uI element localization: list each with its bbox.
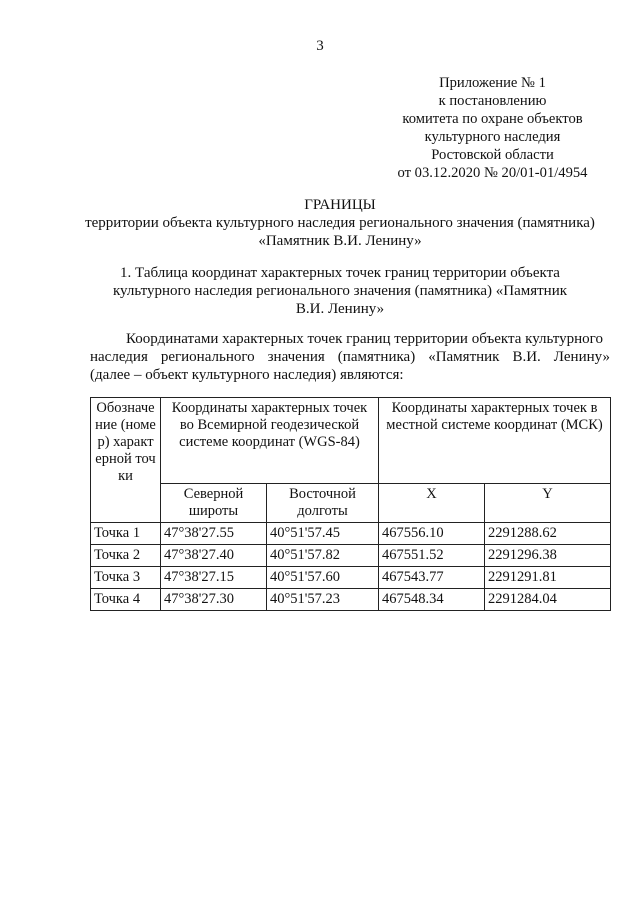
appendix-line: культурного наследия: [424, 129, 561, 145]
header-north-latitude: Северной широты: [161, 484, 267, 523]
cell-north: 47°38'27.40: [161, 545, 267, 567]
table-row: [91, 567, 611, 589]
cell-point: Точка 2: [91, 545, 161, 567]
header-east-longitude: Восточной долготы: [267, 484, 379, 523]
cell-north: 47°38'27.15: [161, 567, 267, 589]
cell-point: Точка 1: [91, 523, 161, 545]
table-row: [91, 589, 611, 611]
cell-y: 2291288.62: [485, 523, 611, 545]
paragraph-line: (далее – объект культурного наследия) являются:: [90, 367, 404, 383]
cell-y: 2291296.38: [485, 545, 611, 567]
cell-north: 47°38'27.55: [161, 523, 267, 545]
section-line: культурного наследия регионального значения (памятника) «Памятник: [112, 283, 568, 299]
table-row: [91, 523, 611, 545]
appendix-line: Приложение № 1: [439, 75, 546, 91]
header-x: X: [379, 484, 485, 523]
appendix-line: Ростовской области: [431, 147, 554, 163]
title-line: «Памятник В.И. Ленину»: [258, 233, 422, 249]
document-title: [40, 196, 640, 250]
header-y: Y: [485, 484, 611, 523]
paragraph-line: наследия регионального значения (памятника) «Памятник В.И. Ленину»: [90, 349, 610, 365]
cell-x: 467543.77: [379, 567, 485, 589]
cell-east: 40°51'57.23: [267, 589, 379, 611]
cell-y: 2291284.04: [485, 589, 611, 611]
section-line: В.И. Ленину»: [295, 301, 385, 317]
header-msk-coordinates: Координаты характерных точек в местной системе координат (МСК): [379, 398, 611, 484]
title-heading: ГРАНИЦЫ: [304, 197, 376, 213]
cell-point: Точка 4: [91, 589, 161, 611]
appendix-line: к постановлению: [438, 93, 547, 109]
appendix-line: комитета по охране объектов: [402, 111, 583, 127]
cell-east: 40°51'57.45: [267, 523, 379, 545]
appendix-block: [380, 74, 605, 182]
cell-x: 467551.52: [379, 545, 485, 567]
cell-x: 467548.34: [379, 589, 485, 611]
cell-east: 40°51'57.60: [267, 567, 379, 589]
intro-paragraph: [90, 330, 610, 384]
header-point-designation: Обозначение (номер) характерной точки: [91, 398, 161, 523]
page-number: 3: [316, 38, 324, 54]
section-line: 1. Таблица координат характерных точек границ территории объекта: [120, 265, 560, 281]
cell-x: 467556.10: [379, 523, 485, 545]
title-line: территории объекта культурного наследия регионального значения (памятника): [85, 215, 595, 231]
coordinates-table: [90, 397, 611, 611]
paragraph-line: Координатами характерных точек границ территории объекта культурного: [126, 331, 603, 347]
section-heading: [40, 264, 640, 318]
cell-east: 40°51'57.82: [267, 545, 379, 567]
header-wgs84-coordinates: Координаты характерных точек во Всемирной геодезической системе координат (WGS-84): [161, 398, 379, 484]
appendix-line: от 03.12.2020 № 20/01-01/4954: [397, 165, 588, 181]
cell-north: 47°38'27.30: [161, 589, 267, 611]
cell-y: 2291291.81: [485, 567, 611, 589]
cell-point: Точка 3: [91, 567, 161, 589]
table-row: [91, 545, 611, 567]
